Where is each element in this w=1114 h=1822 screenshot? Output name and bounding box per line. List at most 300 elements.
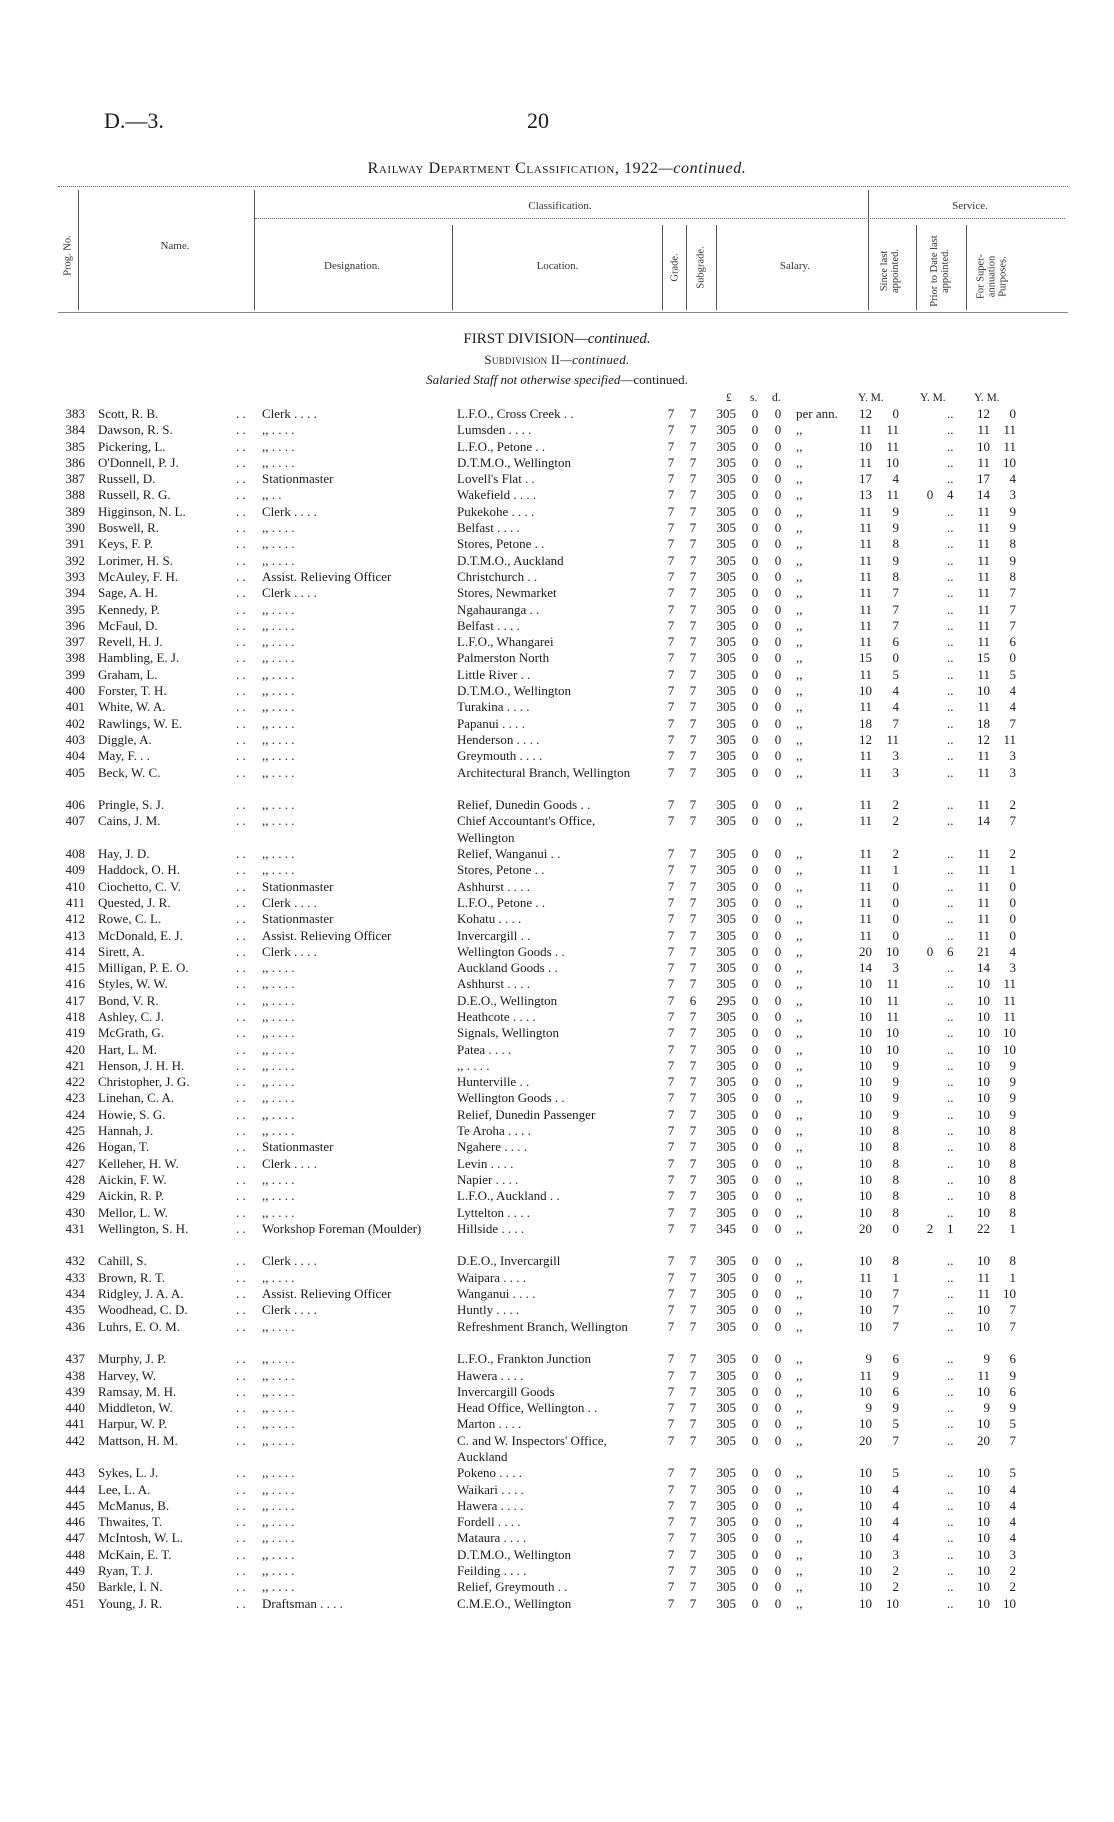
- header-subgrade: Subgrade.: [695, 246, 707, 289]
- table-row: [0, 1514, 1114, 1530]
- designation: ,, . . . .: [262, 764, 295, 780]
- designation: ,, . . . .: [262, 992, 295, 1008]
- since-months: 5: [892, 666, 899, 682]
- super-months: 4: [1009, 1497, 1016, 1513]
- leader-dots: . .: [236, 1497, 246, 1513]
- salary-pounds: 305: [716, 520, 736, 536]
- salary-shillings: 0: [751, 715, 759, 731]
- salary-period: ,,: [796, 764, 803, 780]
- since-months: 11: [886, 1008, 899, 1024]
- table-row: [0, 1058, 1114, 1074]
- super-years: 11: [977, 666, 990, 682]
- salary-pence: 0: [774, 617, 782, 633]
- leader-dots: . .: [236, 976, 246, 992]
- since-years: 10: [859, 683, 872, 699]
- salary-shillings: 0: [751, 471, 759, 487]
- since-months: 2: [892, 1579, 899, 1595]
- designation: ,, . . . .: [262, 1416, 295, 1432]
- grade: 7: [667, 748, 675, 764]
- grade: 7: [667, 1497, 675, 1513]
- leader-dots: . .: [236, 943, 246, 959]
- staff-name: Aickin, R. P.: [98, 1188, 165, 1204]
- salary-period: ,,: [796, 487, 803, 503]
- since-years: 20: [859, 1432, 872, 1448]
- super-months: 6: [1009, 1383, 1016, 1399]
- location: L.F.O., Frankton Junction: [457, 1351, 592, 1367]
- location: L.F.O., Whangarei: [457, 634, 554, 650]
- table-row: [0, 716, 1114, 732]
- staff-name: Pickering, L.: [98, 438, 166, 454]
- salary-pounds: 305: [716, 650, 736, 666]
- salary-pence: 0: [774, 454, 782, 470]
- location: Wakefield . . . .: [457, 487, 537, 503]
- since-months: 6: [892, 1383, 899, 1399]
- since-years: 11: [859, 568, 872, 584]
- staff-name: McAuley, F. H.: [98, 568, 179, 584]
- leader-dots: . .: [236, 1432, 246, 1448]
- grade: 7: [667, 1041, 675, 1057]
- row-number: 419: [65, 1025, 85, 1041]
- leader-dots: . .: [236, 1008, 246, 1024]
- super-months: 10: [1003, 1041, 1016, 1057]
- super-years: 11: [977, 1286, 990, 1302]
- salary-pounds: 305: [716, 487, 736, 503]
- since-years: 11: [859, 748, 872, 764]
- col-divider: [254, 190, 255, 310]
- location: Papanui . . . .: [457, 715, 525, 731]
- salary-pounds: 305: [716, 568, 736, 584]
- location: Chief Accountant's Office, Wellington: [457, 813, 596, 845]
- super-years: 10: [977, 1074, 990, 1090]
- designation: ,, . . . .: [262, 1025, 295, 1041]
- staff-name: Scott, R. B.: [98, 406, 159, 421]
- super-years: 11: [977, 764, 990, 780]
- subgrade: 7: [689, 1514, 697, 1530]
- col-divider: [868, 190, 869, 310]
- super-months: 2: [1009, 1563, 1016, 1579]
- subgrade: 7: [689, 894, 697, 910]
- salary-pounds: 305: [716, 748, 736, 764]
- staff-name: Rawlings, W. E.: [98, 715, 183, 731]
- designation: ,, . . . .: [262, 1106, 295, 1122]
- since-months: 4: [892, 1514, 899, 1530]
- salary-shillings: 0: [751, 992, 759, 1008]
- location: Mataura . . . .: [457, 1530, 527, 1546]
- since-months: 10: [886, 943, 899, 959]
- super-months: 8: [1009, 1171, 1016, 1187]
- since-months: 11: [886, 976, 899, 992]
- since-months: 2: [892, 1563, 899, 1579]
- table-row: [0, 1400, 1114, 1416]
- subgrade: 7: [689, 846, 697, 862]
- table-row: [0, 960, 1114, 976]
- salary-shillings: 0: [751, 552, 759, 568]
- salary-shillings: 0: [751, 585, 759, 601]
- super-months: 11: [1003, 1008, 1016, 1024]
- salary-period: ,,: [796, 1253, 803, 1269]
- since-months: 8: [892, 568, 899, 584]
- grade: 7: [667, 976, 675, 992]
- subgrade: 7: [689, 1318, 697, 1334]
- row-number: 416: [65, 976, 85, 992]
- subgrade: 7: [689, 1595, 697, 1611]
- since-months: 2: [892, 797, 899, 813]
- super-months: 11: [1003, 422, 1016, 438]
- staff-name: Murphy, J. P.: [98, 1351, 167, 1367]
- salary-pence: 0: [774, 1367, 782, 1383]
- super-months: 2: [1009, 846, 1016, 862]
- subgrade: 7: [689, 960, 697, 976]
- salary-pounds: 305: [716, 813, 736, 829]
- salary-pence: 0: [774, 1497, 782, 1513]
- location: Waipara . . . .: [457, 1269, 526, 1285]
- salary-period: ,,: [796, 1563, 803, 1579]
- salary-shillings: 0: [751, 617, 759, 633]
- super-years: 11: [977, 846, 990, 862]
- salary-period: ,,: [796, 1090, 803, 1106]
- row-number: 404: [65, 748, 85, 764]
- leader-dots: . .: [236, 1563, 246, 1579]
- salary-period: ,,: [796, 1579, 803, 1595]
- since-months: 10: [886, 1041, 899, 1057]
- since-years: 11: [859, 699, 872, 715]
- table-row: [0, 520, 1114, 536]
- salary-pence: 0: [774, 1432, 782, 1448]
- salary-pence: 0: [774, 731, 782, 747]
- salary-period: ,,: [796, 878, 803, 894]
- leader-dots: . .: [236, 1465, 246, 1481]
- salary-pence: 0: [774, 1579, 782, 1595]
- table-row: [0, 1596, 1114, 1612]
- salary-pence: 0: [774, 1530, 782, 1546]
- salary-pence: 0: [774, 878, 782, 894]
- prior-months: ..: [947, 1171, 954, 1187]
- since-years: 11: [859, 878, 872, 894]
- staff-name: Graham, L.: [98, 666, 158, 682]
- subgrade: 7: [689, 1400, 697, 1416]
- table-row: [0, 634, 1114, 650]
- subgrade: 7: [689, 1041, 697, 1057]
- since-months: 4: [892, 699, 899, 715]
- since-months: 9: [892, 552, 899, 568]
- super-months: 0: [1009, 894, 1016, 910]
- super-months: 1: [1009, 862, 1016, 878]
- designation: Clerk . . . .: [262, 1302, 317, 1318]
- salary-shillings: 0: [751, 927, 759, 943]
- leader-dots: . .: [236, 1546, 246, 1562]
- designation: ,, . . . .: [262, 634, 295, 650]
- grade: 7: [667, 699, 675, 715]
- salary-period: ,,: [796, 585, 803, 601]
- row-number: 444: [65, 1481, 85, 1497]
- location: Waikari . . . .: [457, 1481, 524, 1497]
- since-years: 10: [859, 1416, 872, 1432]
- row-number: 394: [65, 585, 85, 601]
- grade: 7: [667, 715, 675, 731]
- salary-period: ,,: [796, 1383, 803, 1399]
- salary-pence: 0: [774, 1514, 782, 1530]
- row-number: 396: [65, 617, 85, 633]
- subdivision-title: [0, 352, 1114, 368]
- super-months: 4: [1009, 1530, 1016, 1546]
- subgrade: 7: [689, 1530, 697, 1546]
- table-row: [0, 1253, 1114, 1269]
- grade: 7: [667, 992, 675, 1008]
- designation: ,, . . . .: [262, 1269, 295, 1285]
- salary-period: ,,: [796, 503, 803, 519]
- since-months: 9: [892, 1367, 899, 1383]
- designation: ,, . . . .: [262, 797, 295, 813]
- super-months: 4: [1009, 699, 1016, 715]
- table-row: [0, 944, 1114, 960]
- subgrade: 7: [689, 406, 697, 421]
- table-row: [0, 846, 1114, 862]
- since-years: 11: [859, 927, 872, 943]
- staff-name: Woodhead, C. D.: [98, 1302, 188, 1318]
- location: Hawera . . . .: [457, 1367, 524, 1383]
- salary-pounds: 305: [716, 454, 736, 470]
- prior-months: ..: [947, 894, 954, 910]
- leader-dots: . .: [236, 601, 246, 617]
- row-number: 446: [65, 1514, 85, 1530]
- since-years: 10: [859, 1253, 872, 1269]
- grade: 7: [667, 1595, 675, 1611]
- designation: ,, . . . .: [262, 1563, 295, 1579]
- designation: Assist. Relieving Officer: [262, 568, 392, 584]
- designation: ,, . . . .: [262, 617, 295, 633]
- salary-pounds: 305: [716, 503, 736, 519]
- salary-shillings: 0: [751, 1367, 759, 1383]
- table-row: [0, 797, 1114, 813]
- super-years: 10: [977, 1106, 990, 1122]
- super-months: 11: [1003, 992, 1016, 1008]
- document-reference: D.—3.: [104, 108, 164, 133]
- super-years: 10: [977, 1514, 990, 1530]
- subgrade: 7: [689, 878, 697, 894]
- staff-name: McIntosh, W. L.: [98, 1530, 183, 1546]
- super-years: 10: [977, 1465, 990, 1481]
- super-months: 4: [1009, 1481, 1016, 1497]
- salary-shillings: 0: [751, 438, 759, 454]
- subgrade: 6: [689, 992, 697, 1008]
- staff-name: Ciochetto, C. V.: [98, 878, 181, 894]
- salary-pounds: 305: [716, 683, 736, 699]
- since-years: 11: [859, 617, 872, 633]
- salary-pence: 0: [774, 634, 782, 650]
- prior-months: ..: [947, 520, 954, 536]
- salary-shillings: 0: [751, 1220, 759, 1236]
- leader-dots: . .: [236, 454, 246, 470]
- designation: Stationmaster: [262, 911, 334, 927]
- leader-dots: . .: [236, 748, 246, 764]
- table-row: [0, 1351, 1114, 1367]
- super-years: 21: [977, 943, 990, 959]
- staff-name: Barkle, I. N.: [98, 1579, 163, 1595]
- super-months: 7: [1009, 1432, 1016, 1448]
- super-months: 4: [1009, 943, 1016, 959]
- table-row: [0, 1482, 1114, 1498]
- super-years: 10: [977, 1595, 990, 1611]
- prior-years: 0: [926, 943, 934, 959]
- row-number: 440: [65, 1400, 85, 1416]
- designation: ,, . . . .: [262, 1074, 295, 1090]
- row-number: 389: [65, 503, 85, 519]
- grade: 7: [667, 601, 675, 617]
- staff-name: Ashley, C. J.: [98, 1008, 164, 1024]
- salary-period: ,,: [796, 1595, 803, 1611]
- salary-pounds: 305: [716, 1204, 736, 1220]
- since-months: 11: [886, 731, 899, 747]
- grade: 7: [667, 1416, 675, 1432]
- since-years: 10: [859, 1041, 872, 1057]
- row-number: 401: [65, 699, 85, 715]
- designation: ,, . . . .: [262, 650, 295, 666]
- staff-name: Higginson, N. L.: [98, 503, 186, 519]
- salary-period: ,,: [796, 715, 803, 731]
- designation: Assist. Relieving Officer: [262, 927, 392, 943]
- salary-pounds: 305: [716, 1432, 736, 1448]
- subgrade: 7: [689, 1074, 697, 1090]
- subgrade: 7: [689, 1432, 697, 1448]
- since-months: 7: [892, 617, 899, 633]
- leader-dots: . .: [236, 438, 246, 454]
- leader-dots: . .: [236, 650, 246, 666]
- since-months: 11: [886, 438, 899, 454]
- prior-months: ..: [947, 503, 954, 519]
- salary-pence: 0: [774, 764, 782, 780]
- since-months: 9: [892, 1106, 899, 1122]
- table-row: [0, 1074, 1114, 1090]
- since-years: 11: [859, 764, 872, 780]
- salary-pence: 0: [774, 699, 782, 715]
- salary-pounds: 305: [716, 438, 736, 454]
- row-number: 423: [65, 1090, 85, 1106]
- table-row: [0, 699, 1114, 715]
- salary-pounds: 305: [716, 1155, 736, 1171]
- row-number: 397: [65, 634, 85, 650]
- unit-ym-since: Y. M.: [858, 392, 884, 404]
- salary-period: ,,: [796, 1025, 803, 1041]
- super-months: 9: [1009, 1057, 1016, 1073]
- table-row: [0, 471, 1114, 487]
- super-months: 9: [1009, 1106, 1016, 1122]
- salary-pence: 0: [774, 976, 782, 992]
- col-divider: [78, 190, 79, 310]
- salary-pounds: 305: [716, 1302, 736, 1318]
- leader-dots: . .: [236, 846, 246, 862]
- super-years: 10: [977, 683, 990, 699]
- prior-months: ..: [947, 1123, 954, 1139]
- salary-pounds: 305: [716, 601, 736, 617]
- subgrade: 7: [689, 536, 697, 552]
- designation: ,, . . . .: [262, 1204, 295, 1220]
- grade: 7: [667, 438, 675, 454]
- salary-shillings: 0: [751, 911, 759, 927]
- designation: Draftsman . . . .: [262, 1595, 343, 1611]
- location: Henderson . . . .: [457, 731, 540, 747]
- super-years: 10: [977, 1546, 990, 1562]
- location: Lyttelton . . . .: [457, 1204, 530, 1220]
- salary-pounds: 305: [716, 634, 736, 650]
- salary-pence: 0: [774, 487, 782, 503]
- prior-months: ..: [947, 422, 954, 438]
- designation: ,, . . . .: [262, 699, 295, 715]
- salary-shillings: 0: [751, 960, 759, 976]
- location: D.T.M.O., Wellington: [457, 1546, 572, 1562]
- since-months: 10: [886, 454, 899, 470]
- row-number: 421: [65, 1057, 85, 1073]
- super-months: 7: [1009, 617, 1016, 633]
- salary-pounds: 305: [716, 585, 736, 601]
- salary-period: ,,: [796, 862, 803, 878]
- super-years: 15: [977, 650, 990, 666]
- super-months: 3: [1009, 764, 1016, 780]
- table-row: [0, 1156, 1114, 1172]
- designation: Clerk . . . .: [262, 406, 317, 421]
- since-years: 10: [859, 1123, 872, 1139]
- location: Hillside . . . .: [457, 1220, 525, 1236]
- salary-shillings: 0: [751, 406, 759, 421]
- salary-pence: 0: [774, 1563, 782, 1579]
- salary-shillings: 0: [751, 1302, 759, 1318]
- since-months: 10: [886, 1595, 899, 1611]
- grade: 7: [667, 1025, 675, 1041]
- row-number: 441: [65, 1416, 85, 1432]
- prior-months: ..: [947, 666, 954, 682]
- salary-period: ,,: [796, 1546, 803, 1562]
- subgrade: 7: [689, 471, 697, 487]
- leader-dots: . .: [236, 503, 246, 519]
- salary-pounds: 305: [716, 1090, 736, 1106]
- salary-pounds: 305: [716, 1269, 736, 1285]
- location: Belfast . . . .: [457, 520, 520, 536]
- designation: ,, . . . .: [262, 536, 295, 552]
- table-row: [0, 1433, 1114, 1466]
- salary-shillings: 0: [751, 1269, 759, 1285]
- leader-dots: . .: [236, 617, 246, 633]
- staff-name: Brown, R. T.: [98, 1269, 166, 1285]
- staff-name: Boswell, R.: [98, 520, 160, 536]
- super-years: 10: [977, 976, 990, 992]
- grade: 7: [667, 1432, 675, 1448]
- salary-pounds: 305: [716, 552, 736, 568]
- salary-shillings: 0: [751, 1025, 759, 1041]
- table-row: [0, 1498, 1114, 1514]
- prior-months: ..: [947, 992, 954, 1008]
- salary-shillings: 0: [751, 1171, 759, 1187]
- prior-months: ..: [947, 1041, 954, 1057]
- location: Lovell's Flat . .: [457, 471, 535, 487]
- header-designation: Designation.: [324, 260, 380, 272]
- since-years: 11: [859, 813, 872, 829]
- header-grade: Grade.: [669, 253, 681, 282]
- location: Stores, Petone . .: [457, 536, 545, 552]
- salary-period: ,,: [796, 683, 803, 699]
- col-divider: [966, 225, 967, 310]
- leader-dots: . .: [236, 683, 246, 699]
- designation: Clerk . . . .: [262, 894, 317, 910]
- salary-pence: 0: [774, 1025, 782, 1041]
- location: Marton . . . .: [457, 1416, 522, 1432]
- grade: 7: [667, 1563, 675, 1579]
- salary-pence: 0: [774, 1008, 782, 1024]
- salary-shillings: 0: [751, 813, 759, 829]
- salary-shillings: 0: [751, 601, 759, 617]
- designation: ,, . . . .: [262, 1318, 295, 1334]
- super-years: 11: [977, 699, 990, 715]
- salary-shillings: 0: [751, 1286, 759, 1302]
- staff-name: Christopher, J. G.: [98, 1074, 190, 1090]
